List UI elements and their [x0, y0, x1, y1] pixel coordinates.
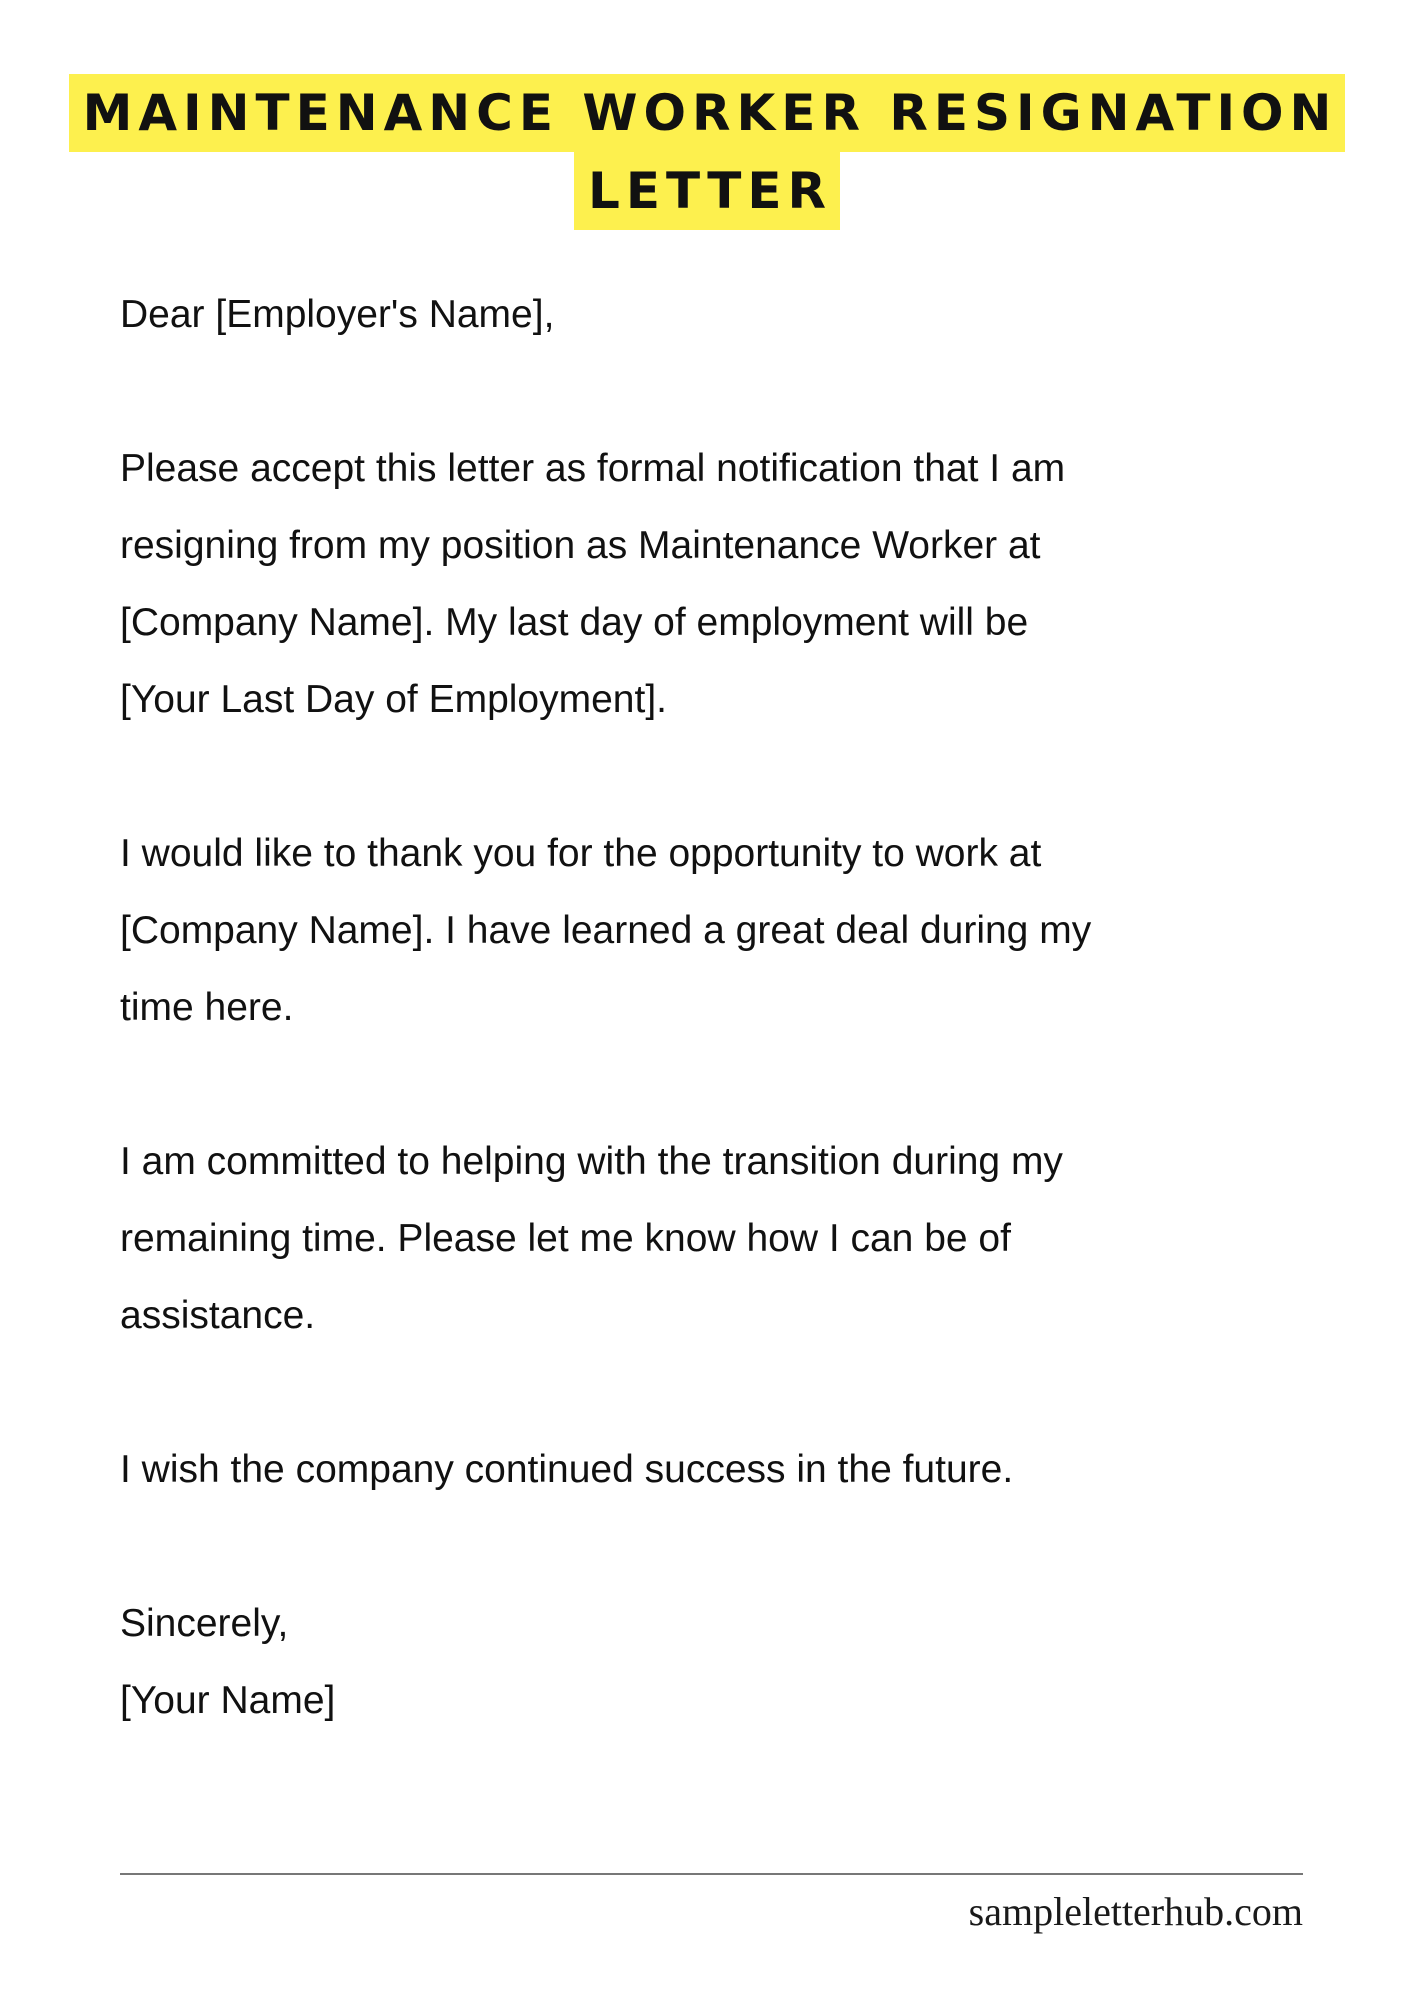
paragraph-line: [Your Last Day of Employment]. [120, 678, 667, 721]
paragraph-line: [Company Name]. I have learned a great deal during my [120, 909, 1092, 952]
title-line-2: LETTER [574, 152, 840, 230]
paragraph-thanks [120, 815, 1350, 1046]
paragraph-line: I am committed to helping with the transition during my [120, 1140, 1063, 1183]
website-label: sampleletterhub.com [968, 1889, 1303, 1934]
paragraph-line: time here. [120, 986, 294, 1029]
salutation: Dear [Employer's Name], [120, 293, 555, 336]
closing: Sincerely, [120, 1602, 289, 1645]
paragraph-transition [120, 1123, 1350, 1354]
footer-divider [120, 1873, 1303, 1875]
paragraph-line: assistance. [120, 1294, 316, 1337]
paragraph-line: remaining time. Please let me know how I can be of [120, 1217, 1011, 1260]
paragraph-line: I would like to thank you for the opportunity to work at [120, 832, 1042, 875]
title-line-1: MAINTENANCE WORKER RESIGNATION [69, 74, 1346, 152]
signature-name: [Your Name] [120, 1679, 336, 1722]
paragraph-notification [120, 430, 1350, 738]
paragraph-line: Please accept this letter as formal notification that I am [120, 447, 1066, 490]
paragraph-line: resigning from my position as Maintenance Worker at [120, 524, 1041, 567]
paragraph-line: [Company Name]. My last day of employment will be [120, 601, 1029, 644]
paragraph-wishes: I wish the company continued success in the future. [120, 1448, 1014, 1491]
letter-title [0, 74, 1414, 230]
